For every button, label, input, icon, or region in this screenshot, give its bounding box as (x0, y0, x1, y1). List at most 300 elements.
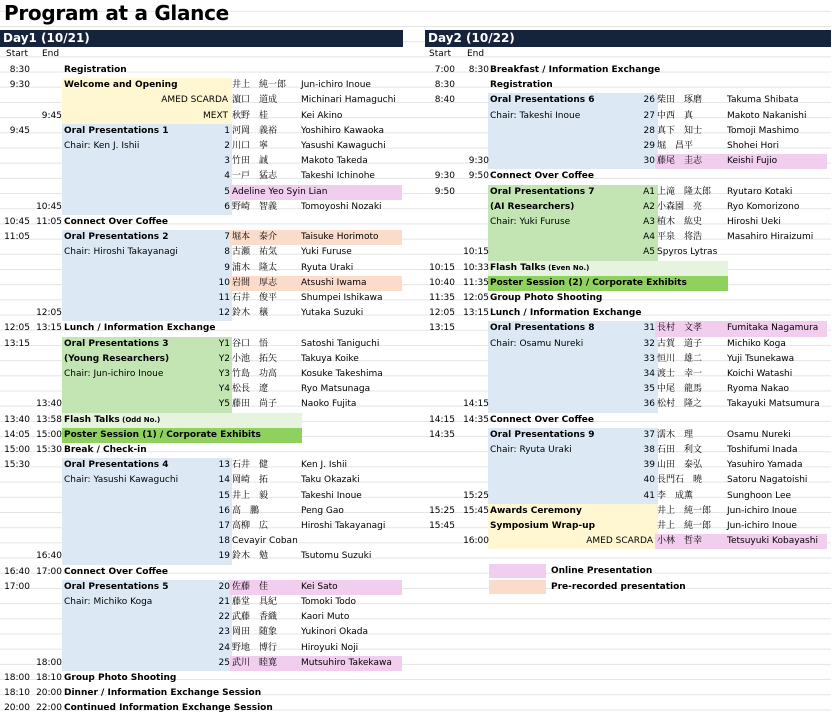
start-time (2, 397, 30, 412)
day1-row (0, 276, 406, 291)
session-title: Oral Presentations 1 (64, 125, 169, 136)
speaker-name-jp: 武藤 香織 (232, 612, 278, 623)
end-time (459, 321, 489, 336)
day2-row (425, 261, 831, 276)
start-time (2, 139, 30, 154)
start-time (427, 489, 455, 504)
session-title: Oral Presentations 7 (490, 186, 595, 197)
speaker-name-en: Masahiro Hiraizumi (727, 232, 814, 243)
speaker-name-en: Jun-ichiro Inoue (727, 505, 797, 516)
session-title: Chair: Takeshi Inoue (490, 110, 581, 121)
start-time (427, 337, 455, 352)
presentation-number: A2 (643, 201, 655, 212)
day1-row (0, 185, 406, 200)
start-time: 15:25 (429, 505, 455, 516)
day2-row (425, 321, 831, 336)
day1-row (0, 656, 406, 671)
start-time: 9:30 (434, 171, 455, 182)
start-time (427, 367, 455, 382)
presentation-number: 26 (643, 95, 655, 106)
start-time: 18:00 (4, 673, 30, 683)
day2-row (425, 185, 831, 200)
end-time: 13:58 (36, 414, 62, 425)
session-title: Registration (64, 65, 127, 75)
day1-row (0, 458, 406, 473)
end-time: 11:05 (36, 217, 62, 227)
session-title: Breakfast / Information Exchange (490, 65, 661, 75)
speaker-name-jp: 古賀 道子 (657, 338, 703, 349)
start-time (2, 641, 30, 656)
speaker-name-en: Kosuke Takeshima (301, 369, 383, 379)
day2-row (425, 428, 831, 443)
start-time: 7:00 (434, 65, 455, 75)
speaker-name-jp: 松村 隆之 (657, 399, 703, 410)
end-time (32, 367, 62, 382)
end-time (32, 473, 62, 488)
day1-row (0, 382, 406, 397)
end-time (32, 154, 62, 169)
start-time (2, 169, 30, 184)
end-time: 13:15 (36, 323, 62, 334)
end-time (32, 580, 62, 595)
speaker-name-jp: 上滝 隆太郎 (657, 186, 712, 197)
presentation-number: 40 (643, 475, 655, 486)
presentation-number: 36 (643, 399, 655, 410)
speaker-name-jp: 鈴木 穣 (232, 308, 269, 319)
speaker-name-en: Taku Okazaki (301, 475, 360, 486)
speaker-name-jp: Spyros Lytras (657, 247, 718, 258)
end-time: 9:30 (468, 156, 489, 167)
day2-row (425, 200, 831, 215)
speaker-name-jp: 一戸 猛志 (232, 171, 278, 182)
day2-row (425, 352, 831, 367)
speaker-name-en: Peng Gao (301, 505, 344, 516)
speaker-name-jp: 井上 純一郎 (232, 80, 287, 91)
end-time (32, 382, 62, 397)
day2-row (425, 489, 831, 504)
presentation-number: 10 (218, 277, 230, 288)
start-time (427, 109, 455, 124)
session-title: Chair: Yuki Furuse (490, 217, 571, 227)
start-time (2, 534, 30, 549)
end-time (459, 458, 489, 473)
session-title: Chair: Hiroshi Takayanagi (64, 247, 178, 258)
end-time (32, 185, 62, 200)
start-time (2, 549, 30, 564)
presentation-number: A4 (643, 232, 655, 243)
speaker-name-jp: 高 鵬 (232, 505, 260, 516)
session-title: (Young Researchers) (64, 353, 170, 364)
day1-row (0, 641, 406, 656)
end-time (32, 641, 62, 656)
speaker-name-en: Tetsuyuki Kobayashi (727, 536, 818, 547)
session-title: Oral Presentations 2 (64, 232, 169, 243)
session-title: Chair: Michiko Koga (64, 597, 153, 607)
start-time (2, 367, 30, 382)
start-time (427, 443, 455, 458)
start-time (2, 306, 30, 321)
speaker-name-en: Tomoji Mashimo (727, 125, 800, 136)
presentation-number: 7 (224, 232, 230, 243)
legend-online-swatch (489, 564, 546, 578)
end-time: 12:05 (36, 308, 62, 319)
end-time: 16:00 (463, 536, 489, 547)
end-time (459, 473, 489, 488)
start-time: 10:40 (429, 277, 455, 288)
speaker-name-jp: 長村 文孝 (657, 323, 703, 334)
speaker-name-jp: 古瀬 祐気 (232, 247, 278, 258)
end-time: 9:50 (468, 171, 489, 182)
speaker-name-en: Ryuta Uraki (301, 262, 354, 273)
speaker-name-jp: 小森園 亮 (657, 201, 703, 212)
start-time (2, 595, 30, 610)
day1-row (0, 443, 406, 458)
speaker-name-en: Keishi Fujio (727, 156, 778, 167)
end-time (459, 337, 489, 352)
session-title: Group Photo Shooting (64, 673, 177, 683)
presentation-number: 32 (643, 338, 655, 349)
end-time: 15:45 (463, 505, 489, 516)
presentation-number: 5 (224, 186, 230, 197)
presentation-number: 20 (218, 581, 230, 592)
legend-online-label: Online Presentation (551, 566, 653, 576)
start-time (2, 291, 30, 306)
speaker-name-jp: 岩間 厚志 (232, 277, 278, 288)
end-time (32, 625, 62, 640)
day1-row (0, 595, 406, 610)
day2-row (425, 63, 831, 78)
speaker-name-en: Michiko Koga (727, 338, 786, 349)
end-time (459, 124, 489, 139)
presentation-number: 27 (643, 110, 655, 121)
speaker-name-jp: 鈴木 勉 (232, 551, 269, 562)
start-time: 10:15 (429, 262, 455, 273)
start-time (2, 656, 30, 671)
speaker-name-en: Osamu Nureki (727, 429, 791, 440)
end-time: 13:15 (463, 308, 489, 319)
presentation-number: 12 (218, 308, 230, 319)
start-time: 17:00 (4, 581, 30, 592)
end-time: 14:15 (463, 399, 489, 410)
day2-row (425, 337, 831, 352)
speaker-name-en: Tomoyoshi Nozaki (301, 201, 382, 212)
session-title: Chair: Jun-ichiro Inoue (64, 369, 164, 379)
end-time: 10:33 (463, 262, 489, 273)
speaker-name-jp: 松長 遼 (232, 384, 269, 395)
day1-header: Day1 (10/21) (0, 30, 403, 47)
speaker-name-jp: 藤田 尚子 (232, 399, 278, 410)
presentation-number: 16 (218, 505, 230, 516)
day2-row (425, 124, 831, 139)
speaker-name-en: Atsushi Iwama (301, 277, 367, 288)
speaker-name-jp: 高柳 広 (232, 521, 269, 531)
speaker-name-en: Taisuke Horimoto (301, 232, 379, 243)
start-time: 15:45 (429, 521, 455, 531)
start-time (427, 200, 455, 215)
speaker-name-en: Jun-ichiro Inoue (301, 80, 371, 91)
day1-row (0, 671, 406, 686)
end-time (32, 124, 62, 139)
presentation-number: A5 (643, 247, 655, 258)
session-title: Connect Over Coffee (490, 171, 594, 182)
day2-row (425, 78, 831, 93)
day1-row (0, 93, 406, 108)
end-time (32, 245, 62, 260)
end-time (32, 93, 62, 108)
start-time (2, 473, 30, 488)
day1-row (0, 109, 406, 124)
start-time (2, 610, 30, 625)
end-time (459, 185, 489, 200)
speaker-name-en: Ryutaro Kotaki (727, 186, 793, 197)
end-time (32, 337, 62, 352)
start-time (2, 200, 30, 215)
speaker-name-jp: 堀本 泰介 (232, 232, 278, 243)
end-time: 12:05 (463, 293, 489, 303)
end-time (459, 519, 489, 534)
day1-end-header: End (42, 49, 60, 59)
start-time: 10:45 (4, 217, 30, 227)
end-time (32, 534, 62, 549)
speaker-name-en: Takayuki Matsumura (727, 399, 820, 410)
end-time (459, 428, 489, 443)
speaker-name-jp: 秋野 桂 (232, 110, 269, 121)
session-title: Oral Presentations 5 (64, 581, 169, 592)
start-time: 11:35 (429, 293, 455, 303)
session-title: Poster Session (2) / Corporate Exhibits (490, 277, 687, 288)
day2-row (425, 169, 831, 184)
day1-row (0, 473, 406, 488)
start-time: 9:30 (9, 80, 30, 91)
day1-row (0, 413, 406, 428)
start-time (2, 109, 30, 124)
start-time: 13:40 (4, 414, 30, 425)
end-time (32, 504, 62, 519)
speaker-name-jp: 恒川 雄二 (657, 353, 703, 364)
presentation-number: 2 (224, 141, 230, 151)
start-time (427, 245, 455, 260)
day1-row (0, 200, 406, 215)
speaker-name-en: Takeshi Inoue (301, 490, 362, 501)
organization-label: AMED SCARDA (586, 536, 653, 547)
end-time: 20:00 (36, 688, 62, 699)
session-title: Welcome and Opening (64, 80, 178, 91)
start-time: 14:15 (429, 414, 455, 425)
day2-row (425, 534, 831, 549)
start-time (427, 215, 455, 230)
start-time (427, 534, 455, 549)
start-time (427, 154, 455, 169)
day1-row (0, 701, 406, 716)
start-time (427, 230, 455, 245)
day1-row (0, 519, 406, 534)
day1-start-header: Start (6, 49, 28, 59)
end-time (459, 352, 489, 367)
day2-row (425, 458, 831, 473)
day1-row (0, 63, 406, 78)
speaker-name-en: Michinari Hamaguchi (301, 95, 396, 106)
speaker-name-jp: 石井 俊平 (232, 293, 278, 303)
speaker-name-jp: 小池 拓矢 (232, 353, 278, 364)
speaker-name-jp: Adeline Yeo Syin Lian (232, 186, 328, 197)
session-title: Connect Over Coffee (490, 414, 594, 425)
end-time (32, 139, 62, 154)
end-time (32, 291, 62, 306)
speaker-name-en: Yuji Tsunekawa (727, 353, 795, 364)
end-time (32, 63, 62, 78)
end-time: 17:00 (36, 566, 62, 577)
speaker-name-jp: 浦木 隆太 (232, 262, 278, 273)
speaker-name-en (301, 185, 406, 200)
day2-row (425, 306, 831, 321)
start-time: 8:30 (434, 80, 455, 91)
day2-row (425, 139, 831, 154)
speaker-name-en: Yasushi Kawaguchi (301, 141, 386, 151)
session-title: Oral Presentations 8 (490, 323, 595, 334)
speaker-name-en: Tomoki Todo (301, 597, 357, 607)
start-time (427, 458, 455, 473)
end-time: 18:10 (36, 673, 62, 683)
start-time: 8:40 (434, 95, 455, 106)
day2-row (425, 230, 831, 245)
speaker-name-jp: 中西 真 (657, 110, 694, 121)
start-time (2, 245, 30, 260)
presentation-number (208, 78, 230, 93)
presentation-number: 24 (218, 642, 230, 653)
start-time (2, 519, 30, 534)
flash-talk-note: (Even No.) (545, 263, 590, 272)
presentation-number: 13 (218, 460, 230, 471)
start-time: 8:30 (9, 65, 30, 75)
presentation-number: 29 (643, 141, 655, 151)
speaker-name-en: Shumpei Ishikawa (301, 293, 383, 303)
day1-row (0, 489, 406, 504)
session-title: Oral Presentations 4 (64, 460, 169, 471)
speaker-name-jp: 柴田 琢磨 (657, 95, 703, 106)
presentation-number: Y3 (218, 369, 230, 379)
speaker-name-en: Kei Akino (301, 110, 343, 121)
end-time: 15:25 (463, 490, 489, 501)
presentation-number: Y4 (218, 384, 230, 395)
session-title: Break / Check-in (64, 445, 147, 455)
day2-row (425, 276, 831, 291)
start-time: 13:15 (429, 323, 455, 334)
speaker-name-jp: 藤堂 具紀 (232, 597, 278, 607)
session-title: Oral Presentations 9 (490, 429, 595, 440)
end-time (32, 458, 62, 473)
session-title: Oral Presentations 3 (64, 338, 169, 349)
organization-label: MEXT (203, 110, 228, 121)
start-time (2, 625, 30, 640)
speaker-name-en: Jun-ichiro Inoue (727, 521, 797, 531)
speaker-name-jp: 武川 睦寛 (232, 657, 278, 668)
session-title: Chair: Ken J. Ishii (64, 141, 140, 151)
day2-row (425, 519, 831, 534)
session-title: Awards Ceremony (490, 505, 582, 516)
presentation-number: 22 (218, 612, 230, 623)
speaker-name-jp: Cevayir Coban (232, 536, 298, 547)
day1-row (0, 169, 406, 184)
day2-start-header: Start (429, 49, 451, 59)
speaker-name-jp: 渡士 幸一 (657, 369, 703, 379)
speaker-name-en: Hiroshi Takayanagi (301, 521, 386, 531)
day1-row (0, 580, 406, 595)
speaker-name-jp: 井上 純一郎 (657, 505, 712, 516)
start-time: 14:05 (4, 429, 30, 440)
day1-row (0, 139, 406, 154)
speaker-name-en: Shohei Hori (727, 141, 780, 151)
day1-row (0, 686, 406, 701)
end-time (32, 519, 62, 534)
day1-row (0, 397, 406, 412)
session-title: Lunch / Information Exchange (64, 323, 216, 334)
speaker-name-en: Takuma Shibata (727, 95, 799, 106)
speaker-name-en: Makoto Takeda (301, 156, 368, 167)
day2-row (425, 291, 831, 306)
presentation-number: A1 (643, 186, 655, 197)
session-title: Connect Over Coffee (64, 217, 168, 227)
presentation-number: 37 (643, 429, 655, 440)
day2-row (425, 367, 831, 382)
end-time (459, 139, 489, 154)
presentation-number: 25 (218, 657, 230, 668)
start-time (2, 504, 30, 519)
speaker-name-en: Ryoma Nakao (727, 384, 790, 395)
presentation-number: 23 (218, 627, 230, 638)
end-time: 22:00 (36, 703, 62, 714)
presentation-number: 8 (224, 247, 230, 258)
speaker-name-en: Makoto Nakanishi (727, 110, 807, 121)
day1-row (0, 215, 406, 230)
speaker-name-en: Takuya Koike (301, 353, 359, 364)
start-time (2, 261, 30, 276)
presentation-number: 21 (218, 597, 230, 607)
speaker-name-jp: 濡木 理 (657, 429, 694, 440)
speaker-name-jp: 中尾 龍馬 (657, 384, 703, 395)
speaker-name-en: Koichi Watashi (727, 369, 793, 379)
presentation-number: 15 (218, 490, 230, 501)
day1-row (0, 321, 406, 336)
day2-row (425, 245, 831, 260)
day2-row (425, 413, 831, 428)
speaker-name-jp: 小林 哲幸 (657, 536, 703, 547)
start-time: 15:30 (4, 460, 30, 471)
day2-row (425, 382, 831, 397)
speaker-name-jp: 竹田 誠 (232, 156, 269, 167)
presentation-number: 30 (643, 156, 655, 167)
speaker-name-jp: 山田 泰弘 (657, 460, 703, 471)
presentation-number: 3 (224, 156, 230, 167)
start-time (2, 185, 30, 200)
speaker-name-jp: 岡田 随象 (232, 627, 278, 638)
session-title: Poster Session (1) / Corporate Exhibits (64, 429, 261, 440)
session-title: Registration (490, 80, 553, 91)
presentation-number: 38 (643, 445, 655, 455)
speaker-name-jp: 藤尾 圭志 (657, 156, 703, 167)
presentation-number: 9 (224, 262, 230, 273)
speaker-name-jp: 川口 寧 (232, 141, 269, 151)
end-time: 9:45 (41, 110, 62, 121)
speaker-name-jp: 野崎 智義 (232, 201, 278, 212)
end-time: 10:15 (463, 247, 489, 258)
speaker-name-jp: 竹島 功高 (232, 369, 278, 379)
speaker-name-jp: 谷口 悟 (232, 338, 269, 349)
speaker-name-en: Satoshi Taniguchi (301, 338, 380, 349)
start-time (427, 352, 455, 367)
presentation-number: 14 (218, 475, 230, 486)
end-time (32, 230, 62, 245)
day2-row (425, 504, 831, 519)
